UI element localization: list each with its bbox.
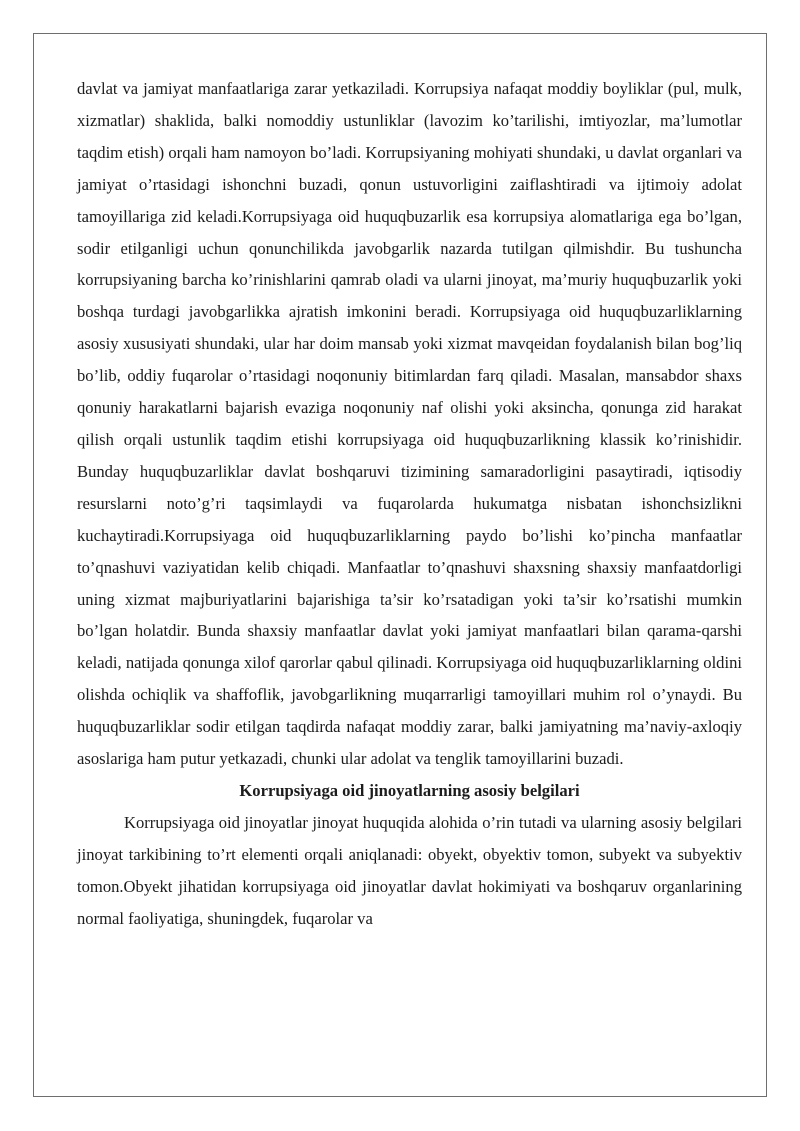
document-body xyxy=(77,73,742,934)
body-paragraph: Korrupsiyaga oid jinoyatlar jinoyat huquqida alohida o’rin tutadi va ularning asosiy belgilari jinoyat tarkibining to’rt elementi orqali aniqlanadi: obyekt, obyektiv tomon, subyekt va subyektiv tomon.Obyekt jihatidan korrupsiyaga oid jinoyatlar davlat hokimiyati va boshqaruv organlarining normal faoliyatiga, shuningdek, fuqarolar va xyxy=(77,812,742,928)
body-paragraph: davlat va jamiyat manfaatlariga zarar yetkaziladi. Korrupsiya nafaqat moddiy boyliklar (pul, mulk, xizmatlar) shaklida, balki nomoddiy ustunliklar (lavozim ko’tarilishi, imtiyozlar, ma’lumotlar taqdim etish) orqali ham namoyon bo’ladi. Korrupsiyaning mohiyati shundaki, u davlat organlari va jamiyat o’rtasidagi ishonchni buzadi, qonun ustuvorligini zaiflashtiradi va ijtimoiy adolat tamoyillariga zid keladi.Korrupsiyaga oid huquqbuzarlik esa korrupsiya alomatlariga ega bo’lgan, sodir etilganligi uchun qonunchilikda javobgarlik nazarda tutilgan qilmishdir. Bu tushuncha korrupsiyaning barcha ko’rinishlarini qamrab oladi va ularni jinoyat, ma’muriy huquqbuzarlik yoki boshqa turdagi javobgarlikka ajratish imkonini beradi. Korrupsiyaga oid huquqbuzarliklarning asosiy xususiyati shundaki, ular har doim mansab yoki xizmat mavqeidan foydalanish bilan bog’liq bo’lib, oddiy fuqarolar o’rtasidagi noqonuniy bitimlardan farq qiladi. Masalan, mansabdor shaxs qonuniy harakatlarni bajarish evaziga noqonuniy naf olishi yoki aksincha, qonunga zid harakat qilish orqali ustunlik taqdim etishi korrupsiyaga oid huquqbuzarlikning klassik ko’rinishidir. Bunday huquqbuzarliklar davlat boshqaruvi tizimining samaradorligini pasaytiradi, iqtisodiy resurslarni noto’g’ri taqsimlaydi va fuqarolarda hukumatga nisbatan ishonchsizlikni kuchaytiradi.Korrupsiyaga oid huquqbuzarliklarning paydo bo’lishi ko’pincha manfaatlar to’qnashuvi vaziyatidan kelib chiqadi. Manfaatlar to’qnashuvi shaxsning shaxsiy manfaatdorligi uning xizmat majburiyatlarini bajarishiga ta’sir ko’rsatadigan yoki ta’sir ko’rsatishi mumkin bo’lgan holatdir. Bunda shaxsiy manfaatlar davlat yoki jamiyat manfaatlari bilan qarama-qarshi keladi, natijada qonunga xilof qarorlar qabul qilinadi. Korrupsiyaga oid huquqbuzarliklarning oldini olishda ochiqlik va shaffoflik, javobgarlikning muqarrarligi tamoyillari muhim rol o’ynaydi. Bu huquqbuzarliklar sodir etilgan taqdirda nafaqat moddiy zarar, balki jamiyatning ma’naviy-axloqiy asoslariga ham putur yetkazadi, chunki ular adolat va tenglik tamoyillarini buzadi. xyxy=(77,79,742,769)
section-heading: Korrupsiyaga oid jinoyatlarning asosiy belgilari xyxy=(239,780,580,800)
